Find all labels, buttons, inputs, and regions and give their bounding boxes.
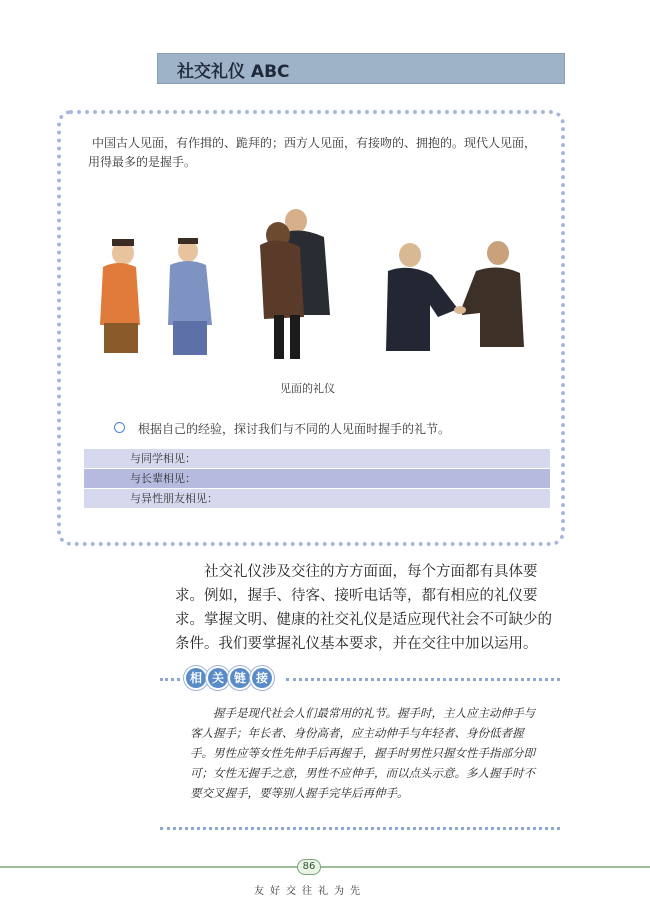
badge-char: 接	[252, 668, 272, 688]
scenario-row-elders: 与长辈相见：	[84, 469, 550, 488]
ancient-greeting-image	[100, 238, 212, 355]
section-header-bar	[157, 53, 565, 84]
scenario-row-classmates: 与同学相见：	[84, 449, 550, 468]
footer-rule	[0, 866, 650, 868]
greeting-illustrations	[78, 205, 538, 365]
related-links-badges	[186, 668, 272, 688]
dotted-divider	[286, 678, 560, 681]
main-paragraph	[175, 560, 565, 656]
badge-char: 链	[230, 668, 250, 688]
discussion-question	[116, 420, 450, 437]
handshake-greeting-image	[386, 241, 524, 351]
related-links-paragraph: 握手是现代社会人们最常用的礼节。握手时，主人应主动伸手与客人握手；年长者、身份高者，应主动伸手与年轻者、身份低者握手。男性应等女性先伸手后再握手，握手时男性只握女性手指部分即可；女性无握手之意，男性不应伸手，而以点头示意。多人握手时不要交叉握手，要等别人握手完毕后再伸手。	[190, 706, 535, 800]
image-caption: 见面的礼仪	[280, 382, 335, 395]
hug-greeting-image	[260, 209, 330, 359]
scenario-row-friends: 与异性朋友相见：	[84, 489, 550, 508]
badge-char: 相	[186, 668, 206, 688]
question-text: 根据自己的经验，探讨我们与不同的人见面时握手的礼节。	[138, 422, 451, 436]
related-links-text	[190, 703, 540, 803]
badge-char: 关	[208, 668, 228, 688]
dotted-divider-bottom	[160, 827, 560, 830]
main-paragraph-text: 社交礼仪涉及交往的方方面面，每个方面都有具体要求。例如，握手、待客、接听电话等，都有相应的礼仪要求。掌握文明、健康的社交礼仪是适应现代社会不可缺少的条件。我们要掌握礼仪基本要求，并在交往中加以运用。	[175, 564, 552, 652]
dotted-divider	[160, 678, 180, 681]
footer-title: 友好交往礼为先	[254, 886, 366, 897]
circle-bullet-icon	[114, 422, 125, 433]
scenario-table	[84, 449, 550, 509]
section-title: 社交礼仪 ABC	[177, 62, 290, 82]
related-links-header	[160, 668, 560, 690]
page-number: 86	[297, 859, 321, 875]
intro-text: 中国古人见面，有作揖的、跪拜的；西方人见面，有接吻的、拥抱的。现代人见面，用得最多的是握手。	[88, 136, 537, 169]
